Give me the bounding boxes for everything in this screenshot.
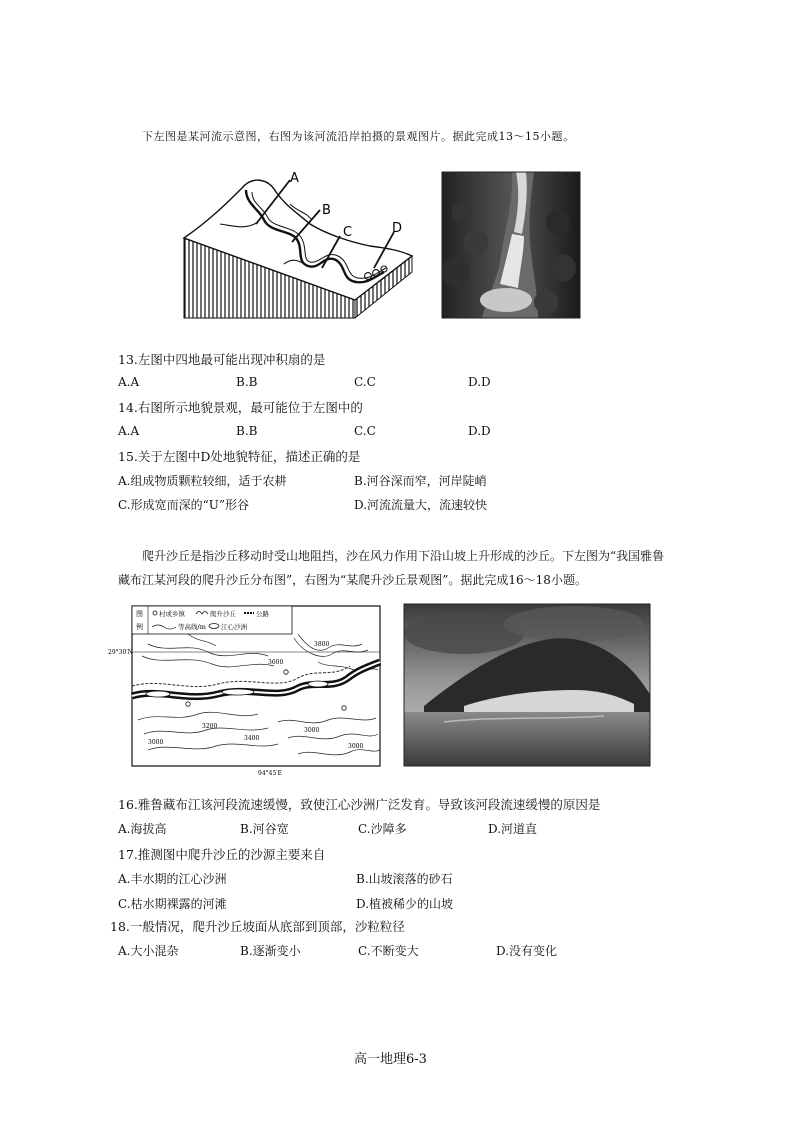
q14-option-a: A.A [118, 424, 140, 438]
question-17-stem: 17.推测图中爬升沙丘的沙源主要来自 [118, 847, 326, 862]
climbing-dune-map [108, 604, 382, 777]
question-14-stem: 14.右图所示地貌景观，最可能位于左图中的 [118, 400, 363, 415]
legend-road: 公路 [256, 610, 269, 618]
section1-intro: 下左图是某河流示意图，右图为该河流沿岸拍摄的景观图片。据此完成13～15小题。 [142, 130, 575, 143]
diagram-label-b: B [322, 203, 331, 218]
contour-label-3: 3000 [148, 739, 164, 746]
section2-intro-line2: 藏布江某河段的爬升沙丘分布图”，右图为“某爬升沙丘景观图”。据此完成16～18小题。 [118, 573, 587, 587]
q16-option-d: D.河道直 [488, 822, 538, 836]
q15-option-d: D.河流流量大，流速较快 [354, 498, 488, 512]
q18-option-d: D.没有变化 [496, 944, 558, 958]
q17-option-d: D.植被稀少的山坡 [356, 897, 454, 911]
q15-option-b: B.河谷深而窄，河岸陡峭 [354, 474, 487, 488]
legend-village: 村或乡镇 [159, 610, 185, 618]
question-15-stem: 15.关于左图中D处地貌特征，描述正确的是 [118, 449, 361, 464]
legend-title-1: 图 [136, 610, 143, 618]
q13-option-c: C.C [354, 375, 376, 389]
q16-option-b: B.河谷宽 [240, 822, 289, 836]
question-16-stem: 16.雅鲁藏布江该河段流速缓慢，致使江心沙洲广泛发育。导致该河段流速缓慢的原因是 [118, 797, 601, 812]
q17-option-b: B.山坡滚落的砂石 [356, 872, 453, 886]
q14-option-c: C.C [354, 424, 376, 438]
q16-option-a: A.海拔高 [118, 822, 167, 836]
q16-option-c: C.沙障多 [358, 822, 407, 836]
diagram-label-a: A [290, 171, 299, 186]
contour-label-1: 3600 [268, 659, 284, 666]
section2-intro-line1: 爬升沙丘是指沙丘移动时受山地阻挡，沙在风力作用下沿山坡上升形成的沙丘。下左图为“我国雅鲁 [142, 549, 665, 563]
q14-option-d: D.D [468, 424, 491, 438]
lon-label: 94°45′E [258, 770, 283, 777]
q13-option-b: B.B [236, 375, 258, 389]
contour-label-7: 3000 [348, 743, 364, 750]
contour-label-2: 3800 [314, 641, 330, 648]
q15-option-c: C.形成宽而深的“U”形谷 [118, 498, 249, 512]
legend-contour: 等高线/m [178, 623, 206, 631]
q13-option-d: D.D [468, 375, 491, 389]
lat-label: 29°30′N [108, 649, 133, 656]
q14-option-b: B.B [236, 424, 258, 438]
contour-label-4: 3200 [202, 723, 218, 730]
climbing-dune-photo [404, 604, 650, 766]
contour-label-5: 3400 [244, 735, 260, 742]
contour-label-6: 3000 [304, 727, 320, 734]
q17-option-c: C.枯水期裸露的河滩 [118, 897, 227, 911]
page-footer: 高一地理6-3 [354, 1052, 427, 1067]
legend-title-2: 例 [136, 623, 143, 631]
question-13-stem: 13.左图中四地最可能出现冲积扇的是 [118, 352, 326, 367]
q13-option-a: A.A [118, 375, 140, 389]
q17-option-a: A.丰水期的江心沙洲 [118, 872, 227, 886]
q18-option-a: A.大小混杂 [118, 944, 179, 958]
diagram-label-d: D [392, 221, 403, 236]
legend-dune: 爬升沙丘 [210, 610, 236, 618]
waterfall-photo [442, 172, 580, 318]
legend-sandbar: 江心沙洲 [221, 623, 247, 631]
q18-option-c: C.不断变大 [358, 944, 419, 958]
question-18-stem: 18.一般情况，爬升沙丘坡面从底部到顶部，沙粒粒径 [110, 919, 405, 934]
q15-option-a: A.组成物质颗粒较细，适于农耕 [118, 474, 287, 488]
diagram-label-c: C [343, 225, 353, 240]
q18-option-b: B.逐渐变小 [240, 944, 301, 958]
river-block-diagram [180, 168, 420, 318]
